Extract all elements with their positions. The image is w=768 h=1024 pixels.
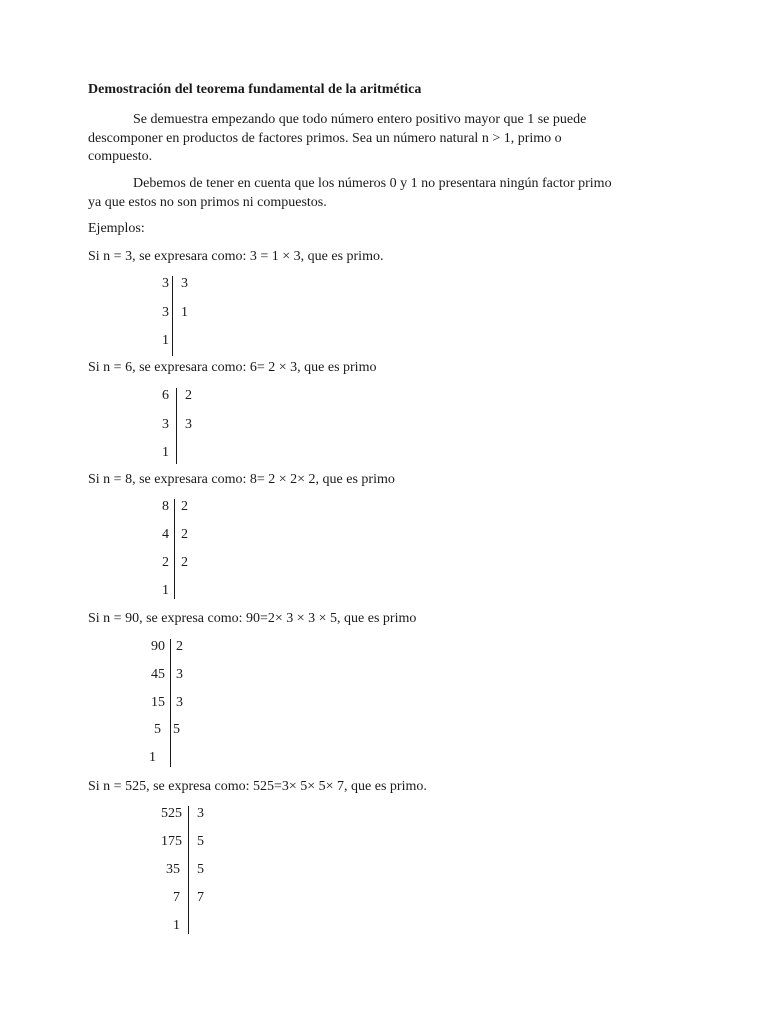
- dividend: 1: [149, 750, 156, 765]
- dividend: 1: [162, 583, 169, 598]
- division-bar: [188, 806, 189, 934]
- note-paragraph: [88, 175, 668, 212]
- division-bar: [176, 388, 177, 464]
- dividend: 2: [162, 555, 169, 570]
- dividend: 35: [166, 862, 180, 877]
- intro-line-2: descomponer en productos de factores primos. Sea un número natural n > 1, primo o: [88, 130, 562, 146]
- factor: 2: [176, 639, 183, 654]
- note-line-2: ya que estos no son primos ni compuestos.: [88, 194, 327, 210]
- factor: 3: [176, 667, 183, 682]
- factor: 2: [185, 388, 192, 403]
- division-bar: [170, 639, 171, 767]
- intro-line-3: compuesto.: [88, 149, 153, 164]
- note-line-1: Debemos de tener en cuenta que los números 0 y 1 no presentara ningún factor primo: [133, 176, 612, 191]
- dividend: 45: [151, 667, 165, 682]
- dividend: 1: [162, 445, 169, 460]
- dividend: 1: [173, 918, 180, 933]
- factor: 5: [197, 834, 204, 849]
- dividend: 8: [162, 499, 169, 514]
- factor: 3: [181, 276, 188, 291]
- division-bar: [174, 499, 175, 599]
- example-statement-1: Si n = 3, se expresara como: 3 = 1 × 3, que es primo.: [88, 249, 384, 264]
- dividend: 3: [162, 305, 169, 320]
- document-title: Demostración del teorema fundamental de la aritmética: [88, 82, 422, 97]
- dividend: 525: [161, 806, 182, 821]
- dividend: 3: [162, 276, 169, 291]
- dividend: 7: [173, 890, 180, 905]
- example-statement-4: Si n = 90, se expresa como: 90=2× 3 × 3 × 5, que es primo: [88, 611, 417, 626]
- factor: 3: [185, 417, 192, 432]
- division-bar: [172, 276, 173, 356]
- factor: 2: [181, 527, 188, 542]
- dividend: 3: [162, 417, 169, 432]
- example-statement-5: Si n = 525, se expresa como: 525=3× 5× 5× 7, que es primo.: [88, 779, 427, 794]
- intro-paragraph: [88, 111, 668, 167]
- example-statement-3: Si n = 8, se expresara como: 8= 2 × 2× 2, que es primo: [88, 472, 395, 487]
- intro-line-1: Se demuestra empezando que todo número entero positivo mayor que 1 se puede: [133, 112, 587, 127]
- factor: 5: [173, 722, 180, 737]
- factor: 3: [176, 695, 183, 710]
- dividend: 5: [154, 722, 161, 737]
- factor: 5: [197, 862, 204, 877]
- dividend: 15: [151, 695, 165, 710]
- factor: 2: [181, 499, 188, 514]
- dividend: 90: [151, 639, 165, 654]
- factor: 2: [181, 555, 188, 570]
- factor: 7: [197, 890, 204, 905]
- example-statement-2: Si n = 6, se expresara como: 6= 2 × 3, que es primo: [88, 360, 377, 375]
- dividend: 1: [162, 333, 169, 348]
- examples-label: Ejemplos:: [88, 221, 145, 236]
- dividend: 175: [161, 834, 182, 849]
- dividend: 4: [162, 527, 169, 542]
- dividend: 6: [162, 388, 169, 403]
- factor: 1: [181, 305, 188, 320]
- factor: 3: [197, 806, 204, 821]
